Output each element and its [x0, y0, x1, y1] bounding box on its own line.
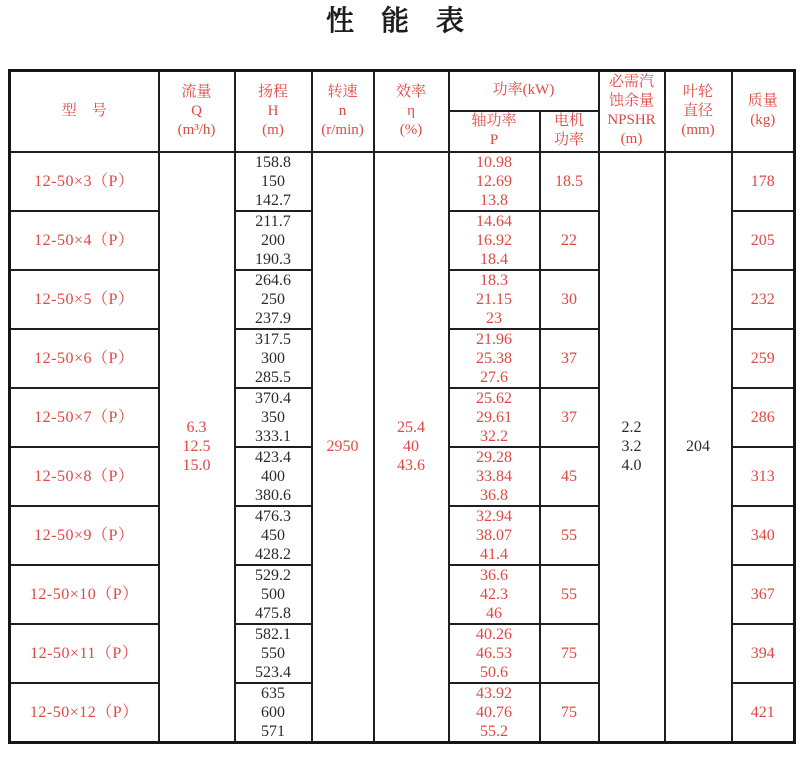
head-values-cell: 635 600 571	[235, 683, 312, 743]
motor-power-cell: 30	[540, 270, 599, 329]
mass-cell: 205	[732, 211, 795, 270]
shaft-power-values-cell: 36.6 42.3 46	[449, 565, 540, 624]
col-header-shaft-power: 轴功率 P	[449, 111, 540, 152]
col-header-motor-power: 电机 功率	[540, 111, 599, 152]
shaft-power-values-cell: 29.28 33.84 36.8	[449, 447, 540, 506]
motor-power-cell: 55	[540, 565, 599, 624]
motor-power-cell: 75	[540, 624, 599, 683]
model-cell: 12-50×3（P）	[10, 152, 159, 211]
col-header-npshr: 必需汽 蚀余量 NPSHR (m)	[599, 71, 665, 152]
shaft-power-values-cell: 18.3 21.15 23	[449, 270, 540, 329]
col-header-flow: 流量 Q (m³/h)	[159, 71, 235, 152]
col-header-mass: 质量 (kg)	[732, 71, 795, 152]
mass-cell: 340	[732, 506, 795, 565]
head-values-cell: 158.8 150 142.7	[235, 152, 312, 211]
col-header-power-group: 功率(kW)	[449, 71, 599, 111]
mass-cell: 394	[732, 624, 795, 683]
table-row	[10, 152, 795, 211]
shaft-power-values-cell: 25.62 29.61 32.2	[449, 388, 540, 447]
shaft-power-values-cell: 43.92 40.76 55.2	[449, 683, 540, 743]
flow-values-cell: 6.3 12.5 15.0	[159, 152, 235, 743]
model-cell: 12-50×12（P）	[10, 683, 159, 743]
model-cell: 12-50×6（P）	[10, 329, 159, 388]
model-cell: 12-50×9（P）	[10, 506, 159, 565]
performance-table	[8, 69, 796, 744]
col-header-head: 扬程 H (m)	[235, 71, 312, 152]
col-header-efficiency: 效率 η (%)	[374, 71, 449, 152]
motor-power-cell: 22	[540, 211, 599, 270]
model-cell: 12-50×10（P）	[10, 565, 159, 624]
model-cell: 12-50×8（P）	[10, 447, 159, 506]
motor-power-cell: 45	[540, 447, 599, 506]
col-header-model-label: 型 号	[61, 102, 107, 119]
head-values-cell: 317.5 300 285.5	[235, 329, 312, 388]
head-values-cell: 423.4 400 380.6	[235, 447, 312, 506]
impeller-diameter-cell: 204	[665, 152, 732, 743]
col-header-model	[10, 71, 159, 152]
motor-power-cell: 37	[540, 388, 599, 447]
header-row-1	[10, 71, 795, 111]
head-values-cell: 529.2 500 475.8	[235, 565, 312, 624]
shaft-power-values-cell: 10.98 12.69 13.8	[449, 152, 540, 211]
motor-power-cell: 75	[540, 683, 599, 743]
head-values-cell: 476.3 450 428.2	[235, 506, 312, 565]
head-values-cell: 211.7 200 190.3	[235, 211, 312, 270]
mass-cell: 286	[732, 388, 795, 447]
head-values-cell: 370.4 350 333.1	[235, 388, 312, 447]
motor-power-cell: 37	[540, 329, 599, 388]
shaft-power-values-cell: 14.64 16.92 18.4	[449, 211, 540, 270]
mass-cell: 259	[732, 329, 795, 388]
head-values-cell: 264.6 250 237.9	[235, 270, 312, 329]
col-header-speed: 转速 n (r/min)	[312, 71, 374, 152]
motor-power-cell: 55	[540, 506, 599, 565]
mass-cell: 232	[732, 270, 795, 329]
speed-value-cell: 2950	[312, 152, 374, 743]
mass-cell: 313	[732, 447, 795, 506]
model-cell: 12-50×7（P）	[10, 388, 159, 447]
model-cell: 12-50×11（P）	[10, 624, 159, 683]
motor-power-cell: 18.5	[540, 152, 599, 211]
page-title: 性 能 表	[325, 6, 474, 37]
model-cell: 12-50×5（P）	[10, 270, 159, 329]
col-header-impeller: 叶轮 直径 (mm)	[665, 71, 732, 152]
mass-cell: 178	[732, 152, 795, 211]
efficiency-values-cell: 25.4 40 43.6	[374, 152, 449, 743]
shaft-power-values-cell: 32.94 38.07 41.4	[449, 506, 540, 565]
shaft-power-values-cell: 40.26 46.53 50.6	[449, 624, 540, 683]
mass-cell: 367	[732, 565, 795, 624]
npshr-values-cell: 2.2 3.2 4.0	[599, 152, 665, 743]
mass-cell: 421	[732, 683, 795, 743]
shaft-power-values-cell: 21.96 25.38 27.6	[449, 329, 540, 388]
head-values-cell: 582.1 550 523.4	[235, 624, 312, 683]
model-cell: 12-50×4（P）	[10, 211, 159, 270]
